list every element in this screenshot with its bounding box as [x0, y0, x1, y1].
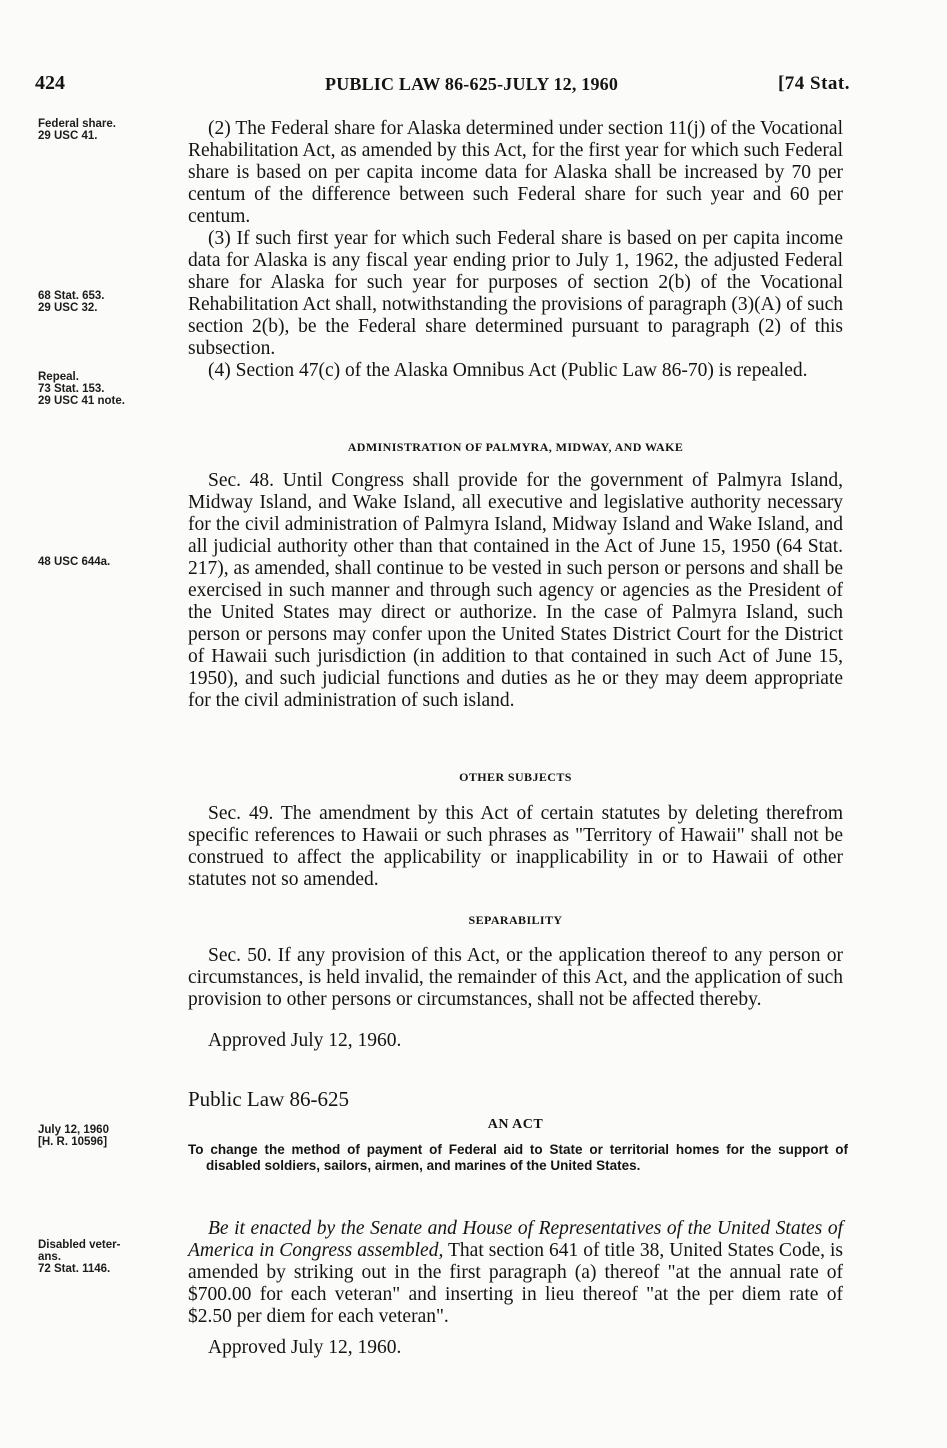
act-heading: AN ACT	[487, 1117, 544, 1132]
paragraph-4: (4) Section 47(c) of the Alaska Omnibus Act (Public Law 86-70) is repealed.	[208, 360, 808, 381]
running-title: PUBLIC LAW 86-625-JULY 12, 1960	[325, 74, 619, 94]
margin-note-hr-number	[38, 1124, 188, 1148]
paragraph-2: (2) The Federal share for Alaska determined under section 11(j) of the Vocational Rehabilitation Act, as amended by this Act, for the first year for which such Federal share is based on per capita income data for Alaska shall be increased by 70 per centum of the difference between such Federal share for such year and 60 per centum.	[188, 118, 843, 227]
section-49-text: Sec. 49. The amendment by this Act of certain statutes by deleting therefrom specific references to Hawaii or such phrases as "Territory of Hawaii" shall not be construed to affect the applicability or inapplicability in or to Hawaii of other statutes not so amended.	[188, 803, 843, 890]
margin-note-line: 29 USC 32.	[38, 302, 98, 314]
margin-note-line: Disabled veter-	[38, 1239, 121, 1251]
margin-note-line: 68 Stat. 653.	[38, 290, 105, 302]
approval-date-2: Approved July 12, 1960.	[208, 1337, 402, 1358]
margin-note-line: 29 USC 41 note.	[38, 395, 125, 407]
margin-note-line: Repeal.	[38, 371, 79, 383]
margin-note-line: 72 Stat. 1146.	[38, 1263, 111, 1275]
margin-note-line: July 12, 1960	[38, 1124, 109, 1136]
section-50-text: Sec. 50. If any provision of this Act, or the application thereof to any person or circumstances, is held invalid, the remainder of this Act, and the application of such provision to other persons or circumstances, shall not be affected thereby.	[188, 945, 843, 1010]
section-50-heading: SEPARABILITY	[468, 913, 563, 927]
paragraph-3: (3) If such first year for which such Federal share is based on per capita income data for Alaska is any fiscal year ending prior to July 1, 1962, the adjusted Federal share for Alaska for such year for purposes of section 2(b) of the Vocational Rehabilitation Act shall, notwithstanding the provisions of paragraph (3)(A) of such section 2(b), be the Federal share determined pursuant to paragraph (2) of this subsection.	[188, 228, 843, 359]
enacting-text: That section 641 of title 38, United States Code, is amended by striking out in the first paragraph (a) thereof "at the annual rate of $700.00 for each veteran" and inserting in lieu thereof "at the per diem rate of $2.50 per diem for each veteran".	[188, 1240, 843, 1327]
approval-date: Approved July 12, 1960.	[208, 1030, 402, 1051]
margin-note-federal-share	[38, 118, 188, 142]
margin-note-repeal	[38, 371, 188, 407]
running-header	[35, 72, 850, 102]
enacting-paragraph	[188, 1218, 843, 1328]
margin-note-line: [H. R. 10596]	[38, 1136, 108, 1148]
margin-note-line: 73 Stat. 153.	[38, 383, 105, 395]
volume-reference: [74 Stat.	[777, 73, 850, 94]
section-48-heading: ADMINISTRATION OF PALMYRA, MIDWAY, AND WAKE	[347, 440, 684, 454]
margin-note-disabled-veterans	[38, 1239, 188, 1275]
section-49-body	[188, 803, 843, 891]
margin-note-48-usc-644a	[38, 556, 188, 568]
margin-note-line: Federal share.	[38, 118, 116, 130]
margin-note-line: 48 USC 644a.	[38, 556, 111, 568]
section-48-body	[188, 470, 843, 712]
act-description: To change the method of payment of Federal aid to State or territorial homes for the support of disabled soldiers, sailors, airmen, and marines of the United States.	[188, 1142, 848, 1173]
public-law-title: Public Law 86-625	[188, 1087, 349, 1111]
enacting-clause: Be it enacted by the Senate and House of Representatives of the United States of America in Congress assembled,	[188, 1218, 843, 1261]
section-49-heading: OTHER SUBJECTS	[459, 770, 572, 784]
section-50-body	[188, 945, 843, 1011]
section-47-continuation	[188, 118, 843, 382]
margin-note-line: 29 USC 41.	[38, 130, 98, 142]
enacting-body	[188, 1218, 843, 1328]
page-number: 424	[35, 72, 65, 94]
margin-note-68-stat-653	[38, 290, 188, 314]
margin-note-line: ans.	[38, 1251, 62, 1263]
section-48-text: Sec. 48. Until Congress shall provide for the government of Palmyra Island, Midway Island, and Wake Island, all executive and legislative authority necessary for the civil administration of Palmyra Island, Midway Island and Wake Island, and all judicial authority other than that contained in the Act of June 15, 1950 (64 Stat. 217), as amended, shall continue to be vested in such person or persons and shall be exercised in such manner and through such agency or agencies as the President of the United States may direct or authorize. In the case of Palmyra Island, such person or persons may confer upon the United States District Court for the District of Hawaii such jurisdiction (in addition to that contained in such Act of June 15, 1950), and such judicial functions and duties as he or they may deem appropriate for the civil administration of such island.	[188, 470, 843, 711]
